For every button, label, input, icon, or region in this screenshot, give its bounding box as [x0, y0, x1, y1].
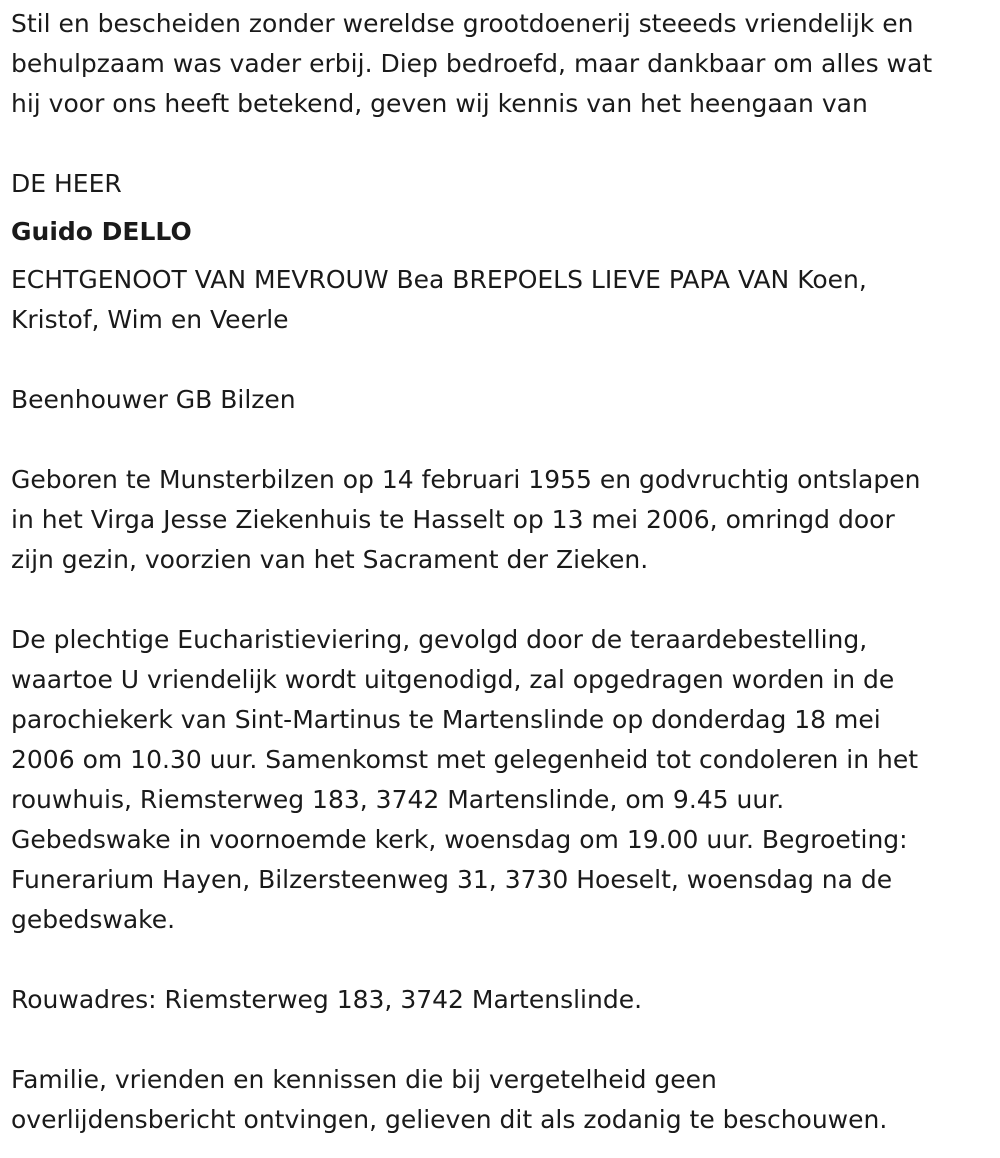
- ceremony-line: parochiekerk van Sint-Martinus te Martenslinde op donderdag 18 mei: [11, 705, 881, 734]
- intro-paragraph: [11, 4, 1000, 124]
- spacer: [11, 940, 1000, 980]
- family-paragraph: [11, 260, 1000, 340]
- spacer: [11, 124, 1000, 164]
- spacer: [11, 252, 1000, 260]
- deceased-name: Guido DELLO: [11, 217, 192, 246]
- spacer: [11, 420, 1000, 460]
- closing-paragraph: [11, 1060, 1000, 1140]
- closing-line: overlijdensbericht ontvingen, gelieven dit als zodanig te beschouwen.: [11, 1105, 888, 1134]
- family-line: Kristof, Wim en Veerle: [11, 305, 289, 334]
- family-line: ECHTGENOOT VAN MEVROUW Bea BREPOELS LIEVE PAPA VAN Koen,: [11, 265, 867, 294]
- ceremony-line: 2006 om 10.30 uur. Samenkomst met gelegenheid tot condoleren in het: [11, 745, 919, 774]
- mourning-address: Rouwadres: Riemsterweg 183, 3742 Martenslinde.: [11, 985, 643, 1014]
- ceremony-paragraph: [11, 620, 1000, 940]
- ceremony-line: waartoe U vriendelijk wordt uitgenodigd, zal opgedragen worden in de: [11, 665, 895, 694]
- honorific-title: DE HEER: [11, 169, 122, 198]
- spacer: [11, 204, 1000, 212]
- closing-line: Familie, vrienden en kennissen die bij vergetelheid geen: [11, 1065, 717, 1094]
- spacer: [11, 580, 1000, 620]
- ceremony-line: rouwhuis, Riemsterweg 183, 3742 Martenslinde, om 9.45 uur.: [11, 785, 785, 814]
- intro-line: hij voor ons heeft betekend, geven wij kennis van het heengaan van: [11, 89, 868, 118]
- birth-death-line: zijn gezin, voorzien van het Sacrament der Zieken.: [11, 545, 649, 574]
- spacer: [11, 1020, 1000, 1060]
- ceremony-line: Gebedswake in voornoemde kerk, woensdag om 19.00 uur. Begroeting:: [11, 825, 908, 854]
- ceremony-line: De plechtige Eucharistieviering, gevolgd door de teraardebestelling,: [11, 625, 868, 654]
- ceremony-line: Funerarium Hayen, Bilzersteenweg 31, 3730 Hoeselt, woensdag na de: [11, 865, 893, 894]
- spacer: [11, 340, 1000, 380]
- intro-line: behulpzaam was vader erbij. Diep bedroefd, maar dankbaar om alles wat: [11, 49, 933, 78]
- birth-death-line: Geboren te Munsterbilzen op 14 februari 1955 en godvruchtig ontslapen: [11, 465, 921, 494]
- birth-death-line: in het Virga Jesse Ziekenhuis te Hasselt op 13 mei 2006, omringd door: [11, 505, 895, 534]
- intro-line: Stil en bescheiden zonder wereldse grootdoenerij steeeds vriendelijk en: [11, 9, 914, 38]
- birth-death-paragraph: [11, 460, 1000, 580]
- ceremony-line: gebedswake.: [11, 905, 176, 934]
- occupation: Beenhouwer GB Bilzen: [11, 385, 296, 414]
